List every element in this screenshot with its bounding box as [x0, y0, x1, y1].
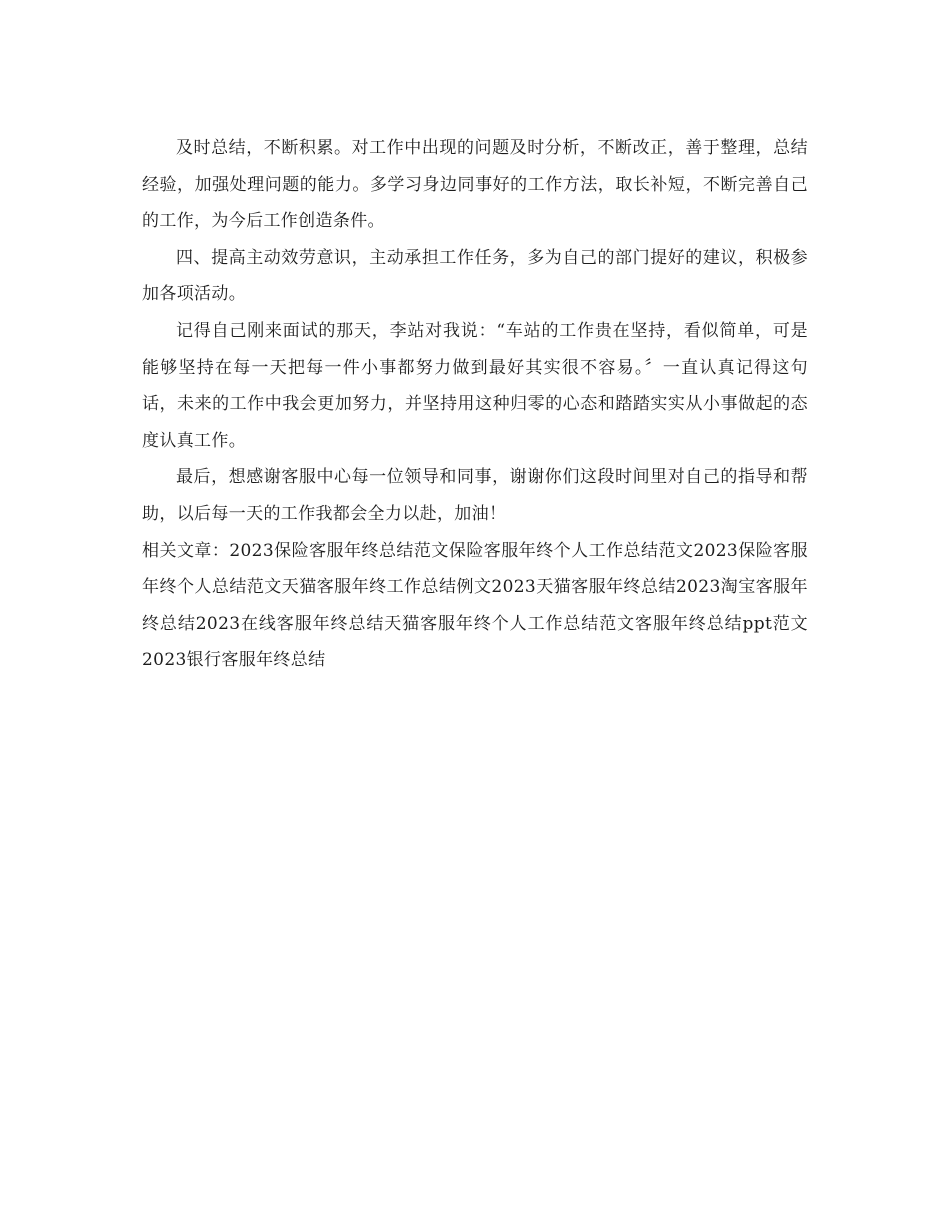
paragraph-service-awareness: 四、提高主动效劳意识，主动承担工作任务，多为自己的部门提好的建议，积极参加各项活动。 [142, 247, 808, 305]
paragraph-interview-memory: 记得自己刚来面试的那天，李站对我说：“车站的工作贵在坚持，看似简单，可是能够坚持在每一天把每一件小事都努力做到最好其实很不容易。〞一直认真记得这句话，未来的工作中我会更加努力，并坚持用这种归零的心态和踏踏实实从小事做起的态度认真工作。 [142, 320, 808, 451]
related-articles: 相关文章：2023保险客服年终总结范文保险客服年终个人工作总结范文2023保险客服年终个人总结范文天猫客服年终工作总结例文2023天猫客服年终总结2023淘宝客服年终总结2023在线客服年终总结天猫客服年终个人工作总结范文客服年终总结ppt范文2023银行客服年终总结 [142, 540, 808, 671]
paragraph-summary-experience: 及时总结，不断积累。对工作中出现的问题及时分析，不断改正，善于整理，总结经验，加强处理问题的能力。多学习身边同事好的工作方法，取长补短，不断完善自己的工作，为今后工作创造条件。 [142, 138, 808, 232]
document-body [142, 130, 808, 679]
paragraph-thanks: 最后，想感谢客服中心每一位领导和同事，谢谢你们这段时间里对自己的指导和帮助，以后每一天的工作我都会全力以赴，加油！ [142, 467, 808, 524]
